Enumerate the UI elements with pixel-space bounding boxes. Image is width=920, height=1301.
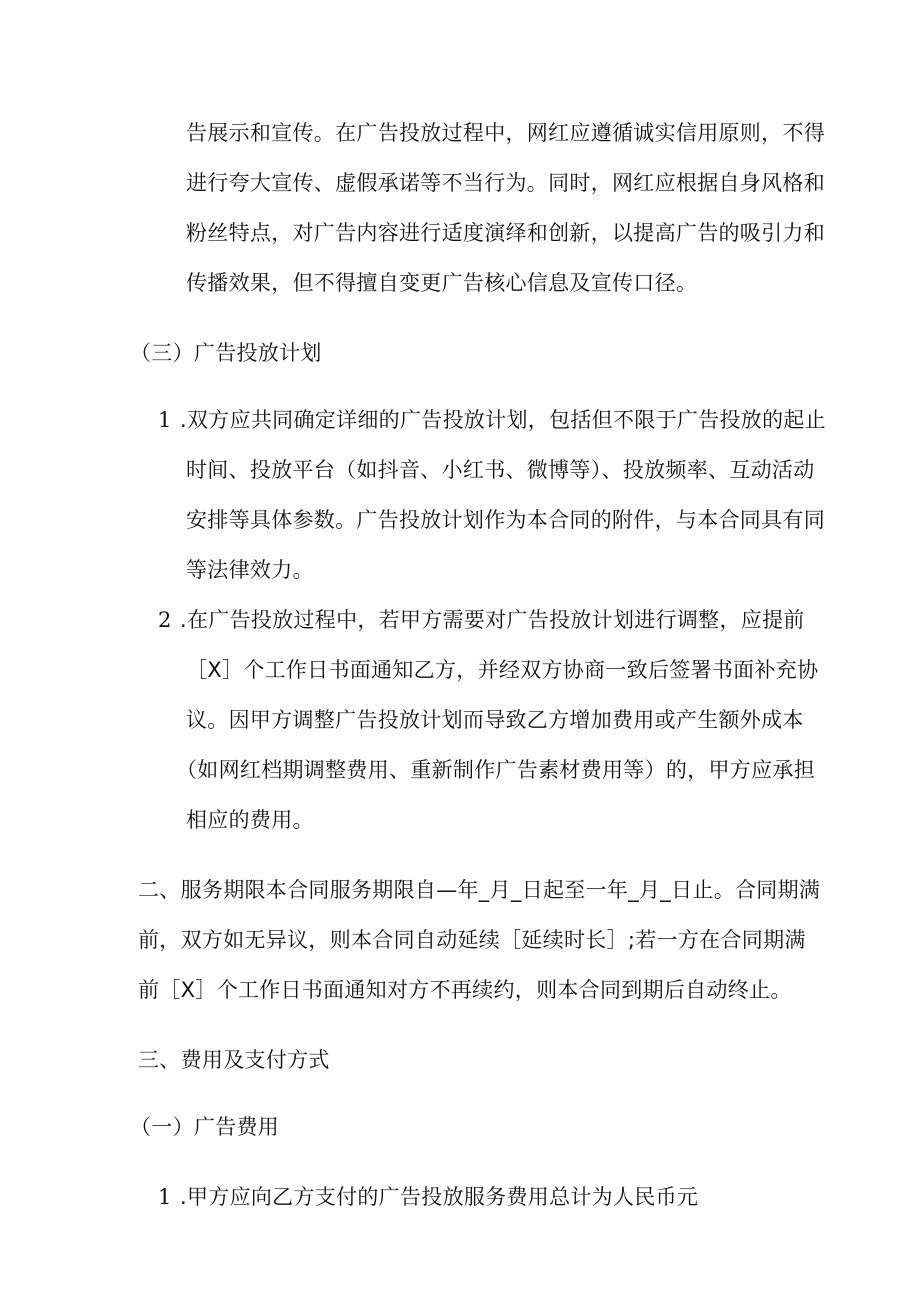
paragraph-line: 告展示和宣传。在广告投放过程中，网红应遵循诚实信用原则，不得 [186, 121, 825, 145]
section-text-line: 二、服务期限本合同服务期限自—年_月_日起至一年_月_日止。合同期满 [138, 878, 821, 902]
list-item-number: 2 [158, 608, 172, 632]
list-item-text: .双方应共同确定详细的广告投放计划，包括但不限于广告投放的起止 [180, 408, 826, 432]
list-item-text: .甲方应向乙方支付的广告投放服务费用总计为人民币元 [180, 1185, 699, 1209]
list-item-line: ［X］个工作日书面通知乙方，并经双方协商一致后签署书面补充协 [186, 658, 819, 682]
list-item-line: （如网红档期调整费用、重新制作广告素材费用等）的，甲方应承担 [176, 758, 815, 782]
list-item-number: 1 [158, 408, 172, 432]
section-text-line: 前［X］个工作日书面通知对方不再续约，则本合同到期后自动终止。 [138, 978, 792, 1002]
list-item-number: 1 [158, 1185, 172, 1209]
paragraph-line: 粉丝特点，对广告内容进行适度演绎和创新，以提高广告的吸引力和 [186, 221, 825, 245]
list-item-line: 议。因甲方调整广告投放计划而导致乙方增加费用或产生额外成本 [186, 708, 804, 732]
paragraph-line: 进行夸大宣传、虚假承诺等不当行为。同时，网红应根据自身风格和 [186, 171, 825, 195]
list-item-line: 时间、投放平台（如抖音、小红书、微博等）、投放频率、互动活动 [186, 458, 815, 482]
list-item-line: 等法律效力。 [186, 558, 314, 582]
list-item-first-line [158, 605, 805, 635]
list-item-line: 相应的费用。 [186, 808, 314, 832]
list-item-text: .在广告投放过程中，若甲方需要对广告投放计划进行调整，应提前 [180, 608, 805, 632]
list-item-first-line [158, 405, 826, 435]
list-item-line: 安排等具体参数。广告投放计划作为本合同的附件，与本合同具有同 [186, 508, 825, 532]
paragraph-line: 传播效果，但不得擅自变更广告核心信息及宣传口径。 [186, 271, 698, 295]
section-heading: （三）广告投放计划 [130, 341, 322, 365]
list-item-first-line [158, 1182, 698, 1212]
section-text-line: 前，双方如无异议，则本合同自动延续［延续时长］;若一方在合同期满 [138, 928, 806, 952]
section-title: 三、费用及支付方式 [138, 1048, 330, 1072]
section-heading: （一）广告费用 [130, 1115, 280, 1139]
